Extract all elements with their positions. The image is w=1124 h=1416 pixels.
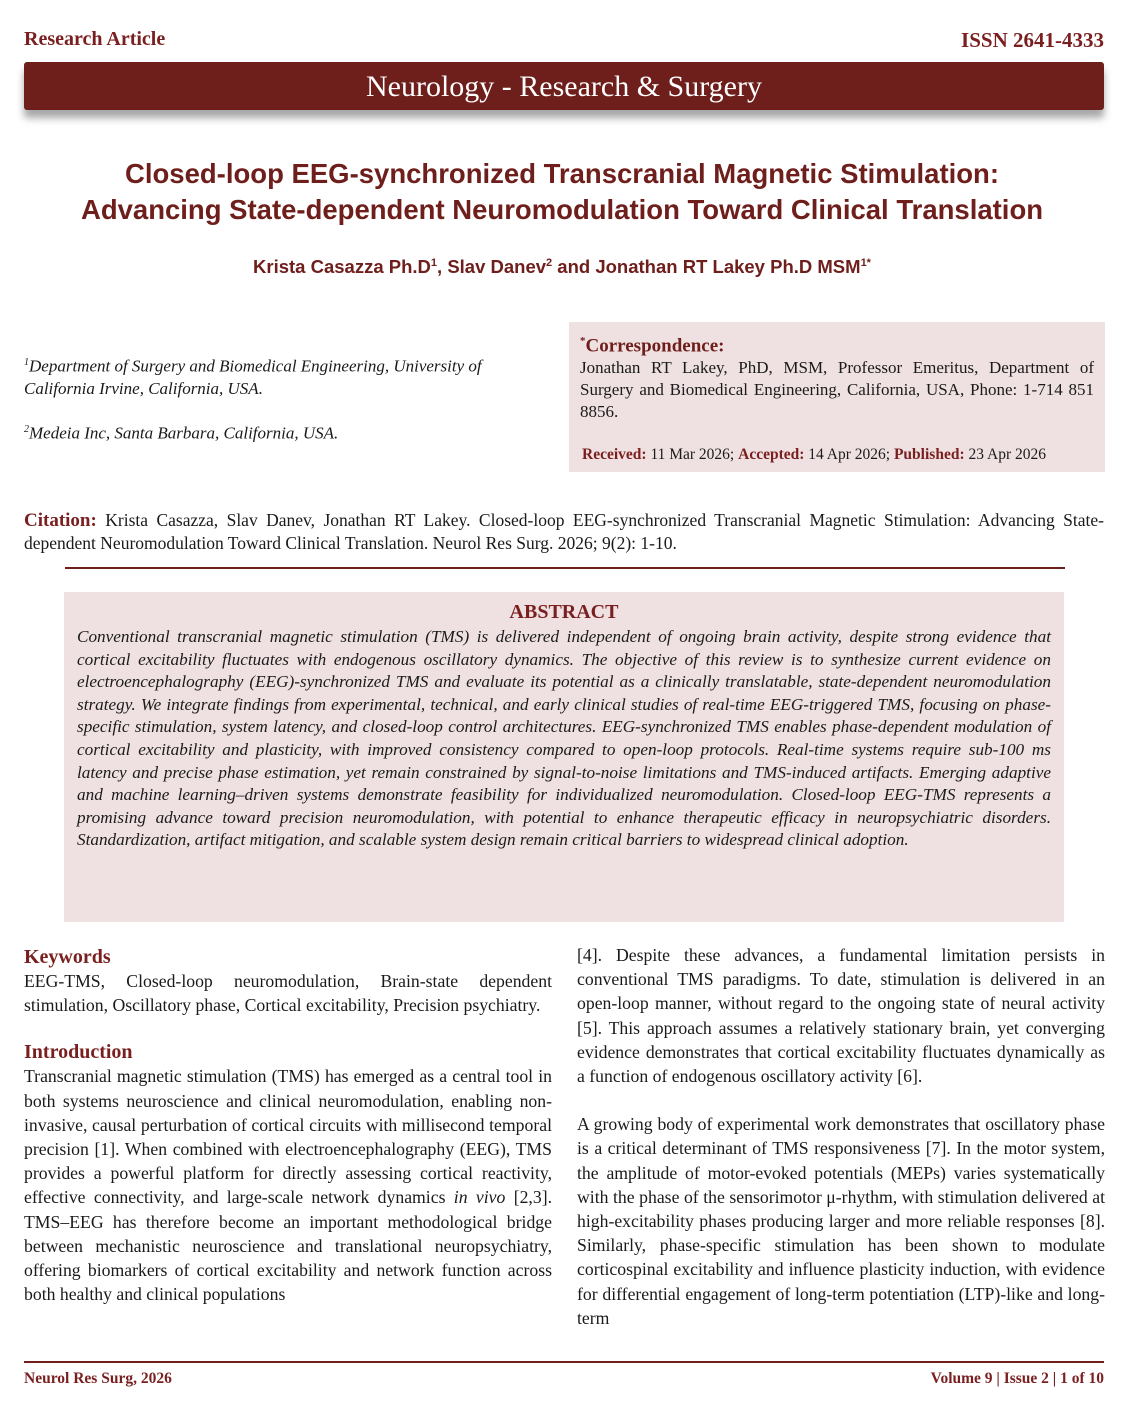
keywords-text: EEG-TMS, Closed-loop neuromodulation, Brain-state dependent stimulation, Oscillatory phase, Cortical excitability, Precision psychiatry. [24,971,552,1016]
intro-text: Transcranial magnetic stimulation (TMS) has emerged as a central tool in both systems neuroscience and clinical neuromodulation, enabling non-invasive, causal perturbation of cortical circuits with millisecond temporal precision [1]. When combined with electroencephalography (EEG), TMS provides a powerful platform for directly assessing cortical reactivity, effective connectivity, and large-scale network dynamics [24,1066,552,1208]
footer-journal: Neurol Res Surg, 2026 [24,1370,172,1387]
author-list [20,256,1104,278]
divider [65,567,1065,569]
footer-divider [24,1361,1104,1363]
published-label: Published: [893,446,965,463]
author-sep: and [552,256,596,277]
title-line-1: Closed-loop EEG-synchronized Transcranial Magnetic Stimulation: [124,158,1000,189]
journal-banner: Neurology - Research & Surgery [24,62,1104,110]
introduction-heading: Introduction [24,1041,133,1064]
author-name: Jonathan RT Lakey Ph.D MSM [595,256,861,277]
received-date: 11 Mar 2026; [646,446,739,463]
abstract-box [64,592,1064,922]
author-sep: , [437,256,448,277]
author-sup: 1 [430,256,438,269]
author-sup: 2 [546,256,553,269]
author-sup: 1* [860,256,871,269]
correspondence-label: Correspondence: [585,335,725,357]
abstract-heading: ABSTRACT [509,601,619,623]
introduction-paragraph [24,1064,552,1306]
abstract-text: Conventional transcranial magnetic stimulation (TMS) is delivered independent of ongoing brain activity, despite strong evidence that cortical excitability fluctuates with endogenous oscillatory dynamics. The objective of this review is to synthesize current evidence on electroencephalography (EEG)-synchronized TMS and evaluate its potential as a clinically translatable, state-dependent neuromodulation strategy. We integrate findings from experimental, technical, and early clinical studies of real-time EEG-triggered TMS, focusing on phase-specific stimulation, system latency, and closed-loop control architectures. EEG-synchronized TMS enables phase-dependent modulation of cortical excitability and plasticity, with improved consistency compared to open-loop protocols. Real-time systems require sub-100 ms latency and precise phase estimation, yet remain constrained by signal-to-noise limitations and TMS-induced artifacts. Emerging adaptive and machine learning–driven systems demonstrate feasibility for individualized neuromodulation. Closed-loop EEG-TMS represents a promising advance toward precision neuromodulation, with potential to enhance therapeutic efficacy in neuropsychiatric disorders. Standardization, artifact mitigation, and scalable system design remain critical barriers to widespread clinical adoption. [77,627,1051,850]
published-date: 23 Apr 2026 [964,446,1046,463]
article-dates [582,446,1046,464]
body-paragraph: A growing body of experimental work demonstrates that oscillatory phase is a critical determinant of TMS responsiveness [7]. In the motor system, the amplitude of motor-evoked potentials (MEPs) varies systematically with the phase of the sensorimotor μ-rhythm, with stimulation delivered at high-excitability phases producing larger and more reliable responses [8]. Similarly, phase-specific stimulation has been shown to modulate corticospinal excitability and influence plasticity induction, with evidence for differential engagement of long-term potentiation (LTP)-like and long-term [577,1114,1105,1328]
article-title [20,156,1104,228]
left-column [24,945,552,1306]
accepted-date: 14 Apr 2026; [804,446,894,463]
correspondence-box [569,322,1105,472]
top-row [24,28,1104,56]
affiliation-sup: 2 [24,424,29,435]
correspondence-heading [580,330,1094,357]
affiliation-text: Medeia Inc, Santa Barbara, California, USA. [29,423,339,443]
article-type: Research Article [24,28,166,50]
citation [24,509,1104,555]
affiliation-1 [24,352,544,400]
correspondence-body: Jonathan RT Lakey, PhD, MSM, Professor Emeritus, Department of Surgery and Biomedical Engineering, California, USA, Phone: 1-714 851 8856. [580,358,1094,422]
correspondence-mark: * [580,335,586,347]
affiliation-sup: 1 [24,357,29,368]
citation-text: Krista Casazza, Slav Danev, Jonathan RT Lakey. Closed-loop EEG-synchronized Transcranial Magnetic Stimulation: Advancing State-dependent Neuromodulation Toward Clinical Translation. Neurol Res Surg. 2026; 9(2): 1-10. [24,510,1104,553]
keywords-heading: Keywords [24,946,111,968]
intro-text: [2,3]. TMS–EEG has therefore become an important methodological bridge between mechanistic neuroscience and translational neuropsychiatry, offering biomarkers of cortical excitability and network function across both healthy and clinical populations [24,1187,553,1305]
citation-label: Citation: [24,510,97,531]
body-paragraph: [4]. Despite these advances, a fundamental limitation persists in conventional TMS paradigms. To date, stimulation is delivered in an open-loop manner, without regard to the ongoing state of neural activity [5]. This approach assumes a relatively stationary brain, yet converging evidence demonstrates that cortical excitability fluctuates dynamically as a function of endogenous oscillatory activity [6]. [577,945,1105,1087]
affiliation-text: Department of Surgery and Biomedical Engineering, University of California Irvine, California, USA. [24,356,482,398]
page-footer [24,1370,1104,1390]
issn: ISSN 2641-4333 [961,28,1104,52]
footer-page-info: Volume 9 | Issue 2 | 1 of 10 [930,1370,1104,1387]
author-name: Slav Danev [447,256,547,277]
right-column [577,943,1105,1330]
author-name: Krista Casazza Ph.D [253,256,431,277]
intro-italic: in vivo [453,1187,506,1208]
title-line-2: Advancing State-dependent Neuromodulation Toward Clinical Translation [80,194,1044,225]
affiliation-2 [24,419,544,445]
accepted-label: Accepted: [738,446,805,463]
received-label: Received: [582,446,647,463]
